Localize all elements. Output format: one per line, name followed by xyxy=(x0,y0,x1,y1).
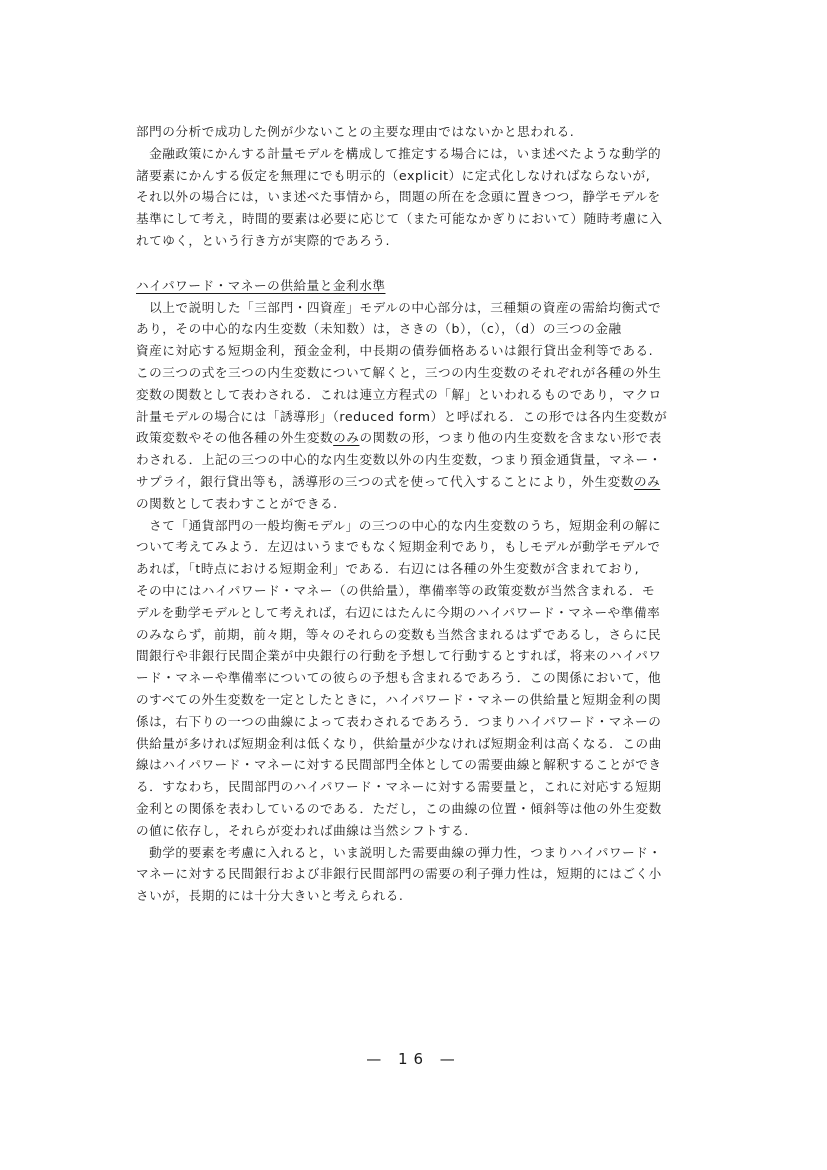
text-line: の関数として表わすことができる. xyxy=(136,495,338,511)
text-line: この三つの式を三つの内生変数について解くと，三つの内生変数のそれぞれが各種の外生 xyxy=(136,364,662,380)
text-line: 諸要素にかんする仮定を無理にでも明示的（explicit）に定式化しなければならないが, xyxy=(136,167,651,183)
body-text xyxy=(136,121,696,907)
text-line: さて「通貨部門の一般均衡モデル」の三つの中心的な内生変数のうち，短期金利の解に xyxy=(136,517,662,533)
text-line: 計量モデルの場合には「誘導形」（reduced form）と呼ばれる．この形では各内生変数が xyxy=(136,408,668,424)
text-line: 政策変数やその他各種の外生変数のみの関数の形，つまり他の内生変数を含まない形で表 xyxy=(136,430,662,446)
text-line: 線はハイパワード・マネーに対する民間部門全体としての需要曲線と解釈することができ xyxy=(136,757,662,773)
text-line: 資産に対応する短期金利，預金金利，中長期の債券価格あるいは銀行貸出金利等である. xyxy=(136,343,654,359)
text-line: 変数の関数として表わされる．これは連立方程式の「解」といわれるものであり，マクロ xyxy=(136,386,662,402)
text-line: 金融政策にかんする計量モデルを構成して推定する場合には，いま述べたような動学的 xyxy=(136,145,662,161)
text-line: デルを動学モデルとして考えれば，右辺にはたんに今期のハイパワード・マネーや準備率 xyxy=(136,604,661,620)
text-line: その中にはハイパワード・マネー（の供給量），準備率等の政策変数が当然含まれる．モ xyxy=(136,582,656,598)
paragraph-4 xyxy=(136,842,696,907)
text-line: あれば，「t時点における短期金利」である．右辺には各種の外生変数が含まれており, xyxy=(136,561,640,577)
text-line: 以上で説明した「三部門・四資産」モデルの中心部分は，三種類の資産の需給均衡式で xyxy=(136,299,662,315)
text-line: 金利との関係を表わしているのである．ただし，この曲線の位置・傾斜等は他の外生変数 xyxy=(136,800,662,816)
underlined-word: のみ xyxy=(333,430,360,446)
text-line: さいが，長期的には十分大きいと考えられる. xyxy=(136,888,404,904)
text-line: 動学的要素を考慮に入れると，いま説明した需要曲線の弾力性，つまりハイパワード・ xyxy=(136,844,662,860)
text-line: 間銀行や非銀行民間企業が中央銀行の行動を予想して行動するとすれば，将来のハイパワ xyxy=(136,648,662,664)
text-line: 部門の分析で成功した例が少ないことの主要な理由ではないかと思われる. xyxy=(136,124,575,139)
paragraph-1 xyxy=(136,121,696,252)
text-line: る．すなわち，民間部門のハイパワード・マネーに対する需要量と，これに対応する短期 xyxy=(136,779,662,795)
text-line: ード・マネーや準備率についての彼らの予想も含まれるであろう．この関係において，他 xyxy=(136,670,662,686)
text-line: のすべての外生変数を一定としたときに，ハイパワード・マネーの供給量と短期金利の関 xyxy=(136,691,662,707)
paragraph-3 xyxy=(136,515,696,842)
text-line: れてゆく，という行き方が実際的であろう. xyxy=(136,232,391,248)
text-line: 供給量が多ければ短期金利は低くなり，供給量が少なければ短期金利は高くなる．この曲 xyxy=(136,735,662,751)
text-line: あり，その中心的な内生変数（未知数）は，さきの（b），（c），（d）の三つの金融 xyxy=(136,321,622,337)
page-number: — 16 — xyxy=(366,1050,461,1068)
section-heading: ハイパワード・マネーの供給量と金利水準 xyxy=(136,277,386,293)
text-line: の値に依存し，それらが変われば曲線は当然シフトする. xyxy=(136,822,469,838)
text-line: それ以外の場合には，いま述べた事情から，問題の所在を念頭に置きつつ，静学モデルを xyxy=(136,189,661,205)
underlined-word: のみ xyxy=(633,473,661,489)
text-line: マネーに対する民間銀行および非銀行民間部門の需要の利子弾力性は，短期的にはごく小 xyxy=(136,866,662,882)
text-line: のみならず，前期，前々期，等々のそれらの変数も当然含まれるはずであるし，さらに民 xyxy=(136,626,662,642)
text-line: 係は，右下りの一つの曲線によって表わされるであろう．つまりハイパワード・マネーの xyxy=(136,713,662,729)
text-line: わされる．上記の三つの中心的な内生変数以外の内生変数，つまり預金通貨量，マネー・ xyxy=(136,452,662,468)
paragraph-2 xyxy=(136,297,696,515)
text-line: サプライ，銀行貸出等も，誘導形の三つの式を使って代入することにより，外生変数のみ xyxy=(136,473,661,489)
text-line: ついて考えてみよう．左辺はいうまでもなく短期金利であり，もしモデルが動学モデルで xyxy=(136,539,661,555)
text-line: 基準にして考え，時間的要素は必要に応じて（また可能なかぎりにおいて）随時考慮に入 xyxy=(136,211,663,227)
